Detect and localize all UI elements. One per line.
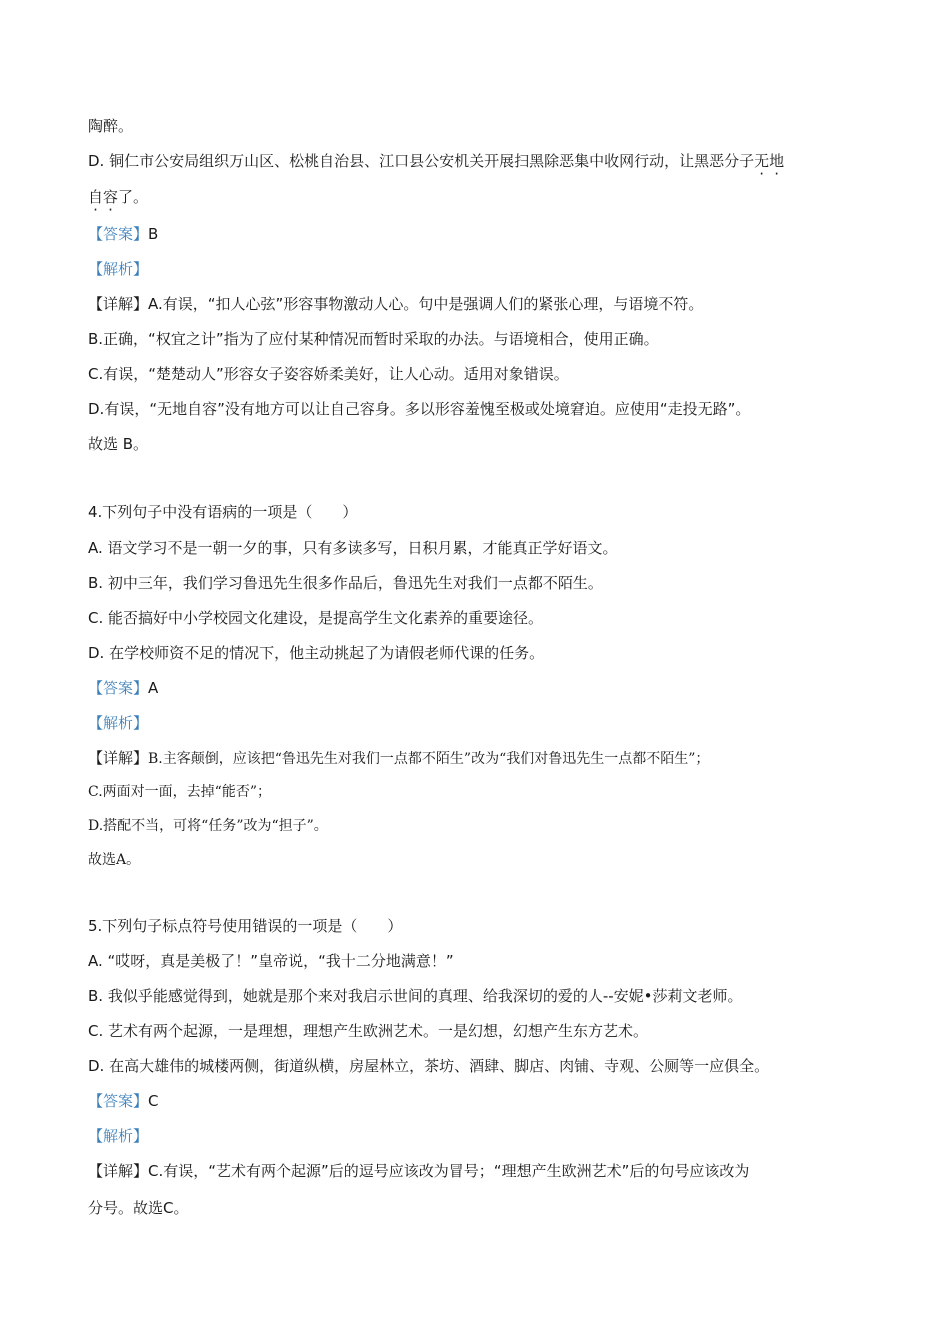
q4-analysis-label: 【解析】 <box>88 714 149 732</box>
q3-continuation: 陶醉。 <box>88 117 134 135</box>
q5-detail <box>88 1161 749 1181</box>
q5-answer <box>88 1091 159 1111</box>
q4-detail-d: D.搭配不当，可将“任务”改为“担子”。 <box>88 818 328 834</box>
q3-conclusion: 故选 B。 <box>88 435 149 453</box>
q5-option-c: C. 艺术有两个起源，一是理想，理想产生欧洲艺术。一是幻想，幻想产生东方艺术。 <box>88 1022 649 1040</box>
emphasized-char: 容 <box>103 188 119 206</box>
detail-text: A.有误，“扣人心弦”形容事物激动人心。句中是强调人们的紧张心理，与语境不符。 <box>148 295 704 313</box>
q4-option-d: D. 在学校师资不足的情况下，他主动挑起了为请假老师代课的任务。 <box>88 644 545 662</box>
q3-option-d-text: D. 铜仁市公安局组织万山区、松桃自治县、江口县公安机关开展扫黑除恶集中收网行动，让黑恶分子 <box>88 152 755 170</box>
q4-detail-b <box>88 748 709 769</box>
q3-option-d-suffix: 了。 <box>118 188 149 206</box>
emphasized-char: 无 <box>754 152 770 170</box>
q5-analysis-label: 【解析】 <box>88 1127 149 1145</box>
q5-option-d: D. 在高大雄伟的城楼两侧，街道纵横，房屋林立，茶坊、酒肆、脚店、肉铺、寺观、公厕等一应俱全。 <box>88 1057 770 1075</box>
q3-option-d-line2 <box>88 187 148 207</box>
detail-label: 【详解】 <box>88 295 149 313</box>
q5-option-b: B. 我似乎能感觉得到，她就是那个来对我启示世间的真理、给我深切的爱的人--安妮•莎莉文老师。 <box>88 987 743 1005</box>
answer-label: 【答案】 <box>88 225 149 243</box>
detail-text: B.主客颠倒，应该把“鲁迅先生对我们一点都不陌生”改为“我们对鲁迅先生一点都不陌生”； <box>148 751 710 767</box>
q5-question: 5.下列句子标点符号使用错误的一项是（ ） <box>88 917 403 935</box>
q4-option-b: B. 初中三年，我们学习鲁迅先生很多作品后，鲁迅先生对我们一点都不陌生。 <box>88 574 603 592</box>
q3-option-d-line1 <box>88 151 784 171</box>
answer-value: A <box>148 679 159 697</box>
detail-label: 【详解】 <box>88 749 149 767</box>
q3-detail-c: C.有误，“楚楚动人”形容女子姿容娇柔美好，让人心动。适用对象错误。 <box>88 365 569 383</box>
q4-conclusion: 故选A。 <box>88 852 141 868</box>
q4-detail-c: C.两面对一面，去掉“能否”； <box>88 784 271 800</box>
q4-answer <box>88 678 158 698</box>
emphasized-char: 地 <box>769 152 785 170</box>
q4-option-c: C. 能否搞好中小学校园文化建设，是提高学生文化素养的重要途径。 <box>88 609 544 627</box>
detail-label: 【详解】 <box>88 1162 149 1180</box>
answer-label: 【答案】 <box>88 1092 149 1110</box>
q4-option-a: A. 语文学习不是一朝一夕的事，只有多读多写，日积月累，才能真正学好语文。 <box>88 539 618 557</box>
q3-analysis-label: 【解析】 <box>88 260 149 278</box>
q4-question: 4.下列句子中没有语病的一项是（ ） <box>88 503 358 521</box>
answer-value: C <box>148 1092 159 1110</box>
q3-detail-a <box>88 294 703 314</box>
q5-option-a: A. “哎呀，真是美极了！”皇帝说，“我十二分地满意！” <box>88 952 454 970</box>
q3-detail-d: D.有误，“无地自容”没有地方可以让自己容身。多以形容羞愧至极或处境窘迫。应使用“走投无路”。 <box>88 400 751 418</box>
q5-detail-cont: 分号。故选C。 <box>88 1199 189 1217</box>
detail-text: C.有误，“艺术有两个起源”后的逗号应该改为冒号；“理想产生欧洲艺术”后的句号应该改为 <box>148 1162 750 1180</box>
q3-answer <box>88 224 158 244</box>
answer-label: 【答案】 <box>88 679 149 697</box>
emphasized-char: 自 <box>88 188 104 206</box>
answer-value: B <box>148 225 159 243</box>
q3-detail-b: B.正确，“权宜之计”指为了应付某种情况而暂时采取的办法。与语境相合，使用正确。 <box>88 330 659 348</box>
